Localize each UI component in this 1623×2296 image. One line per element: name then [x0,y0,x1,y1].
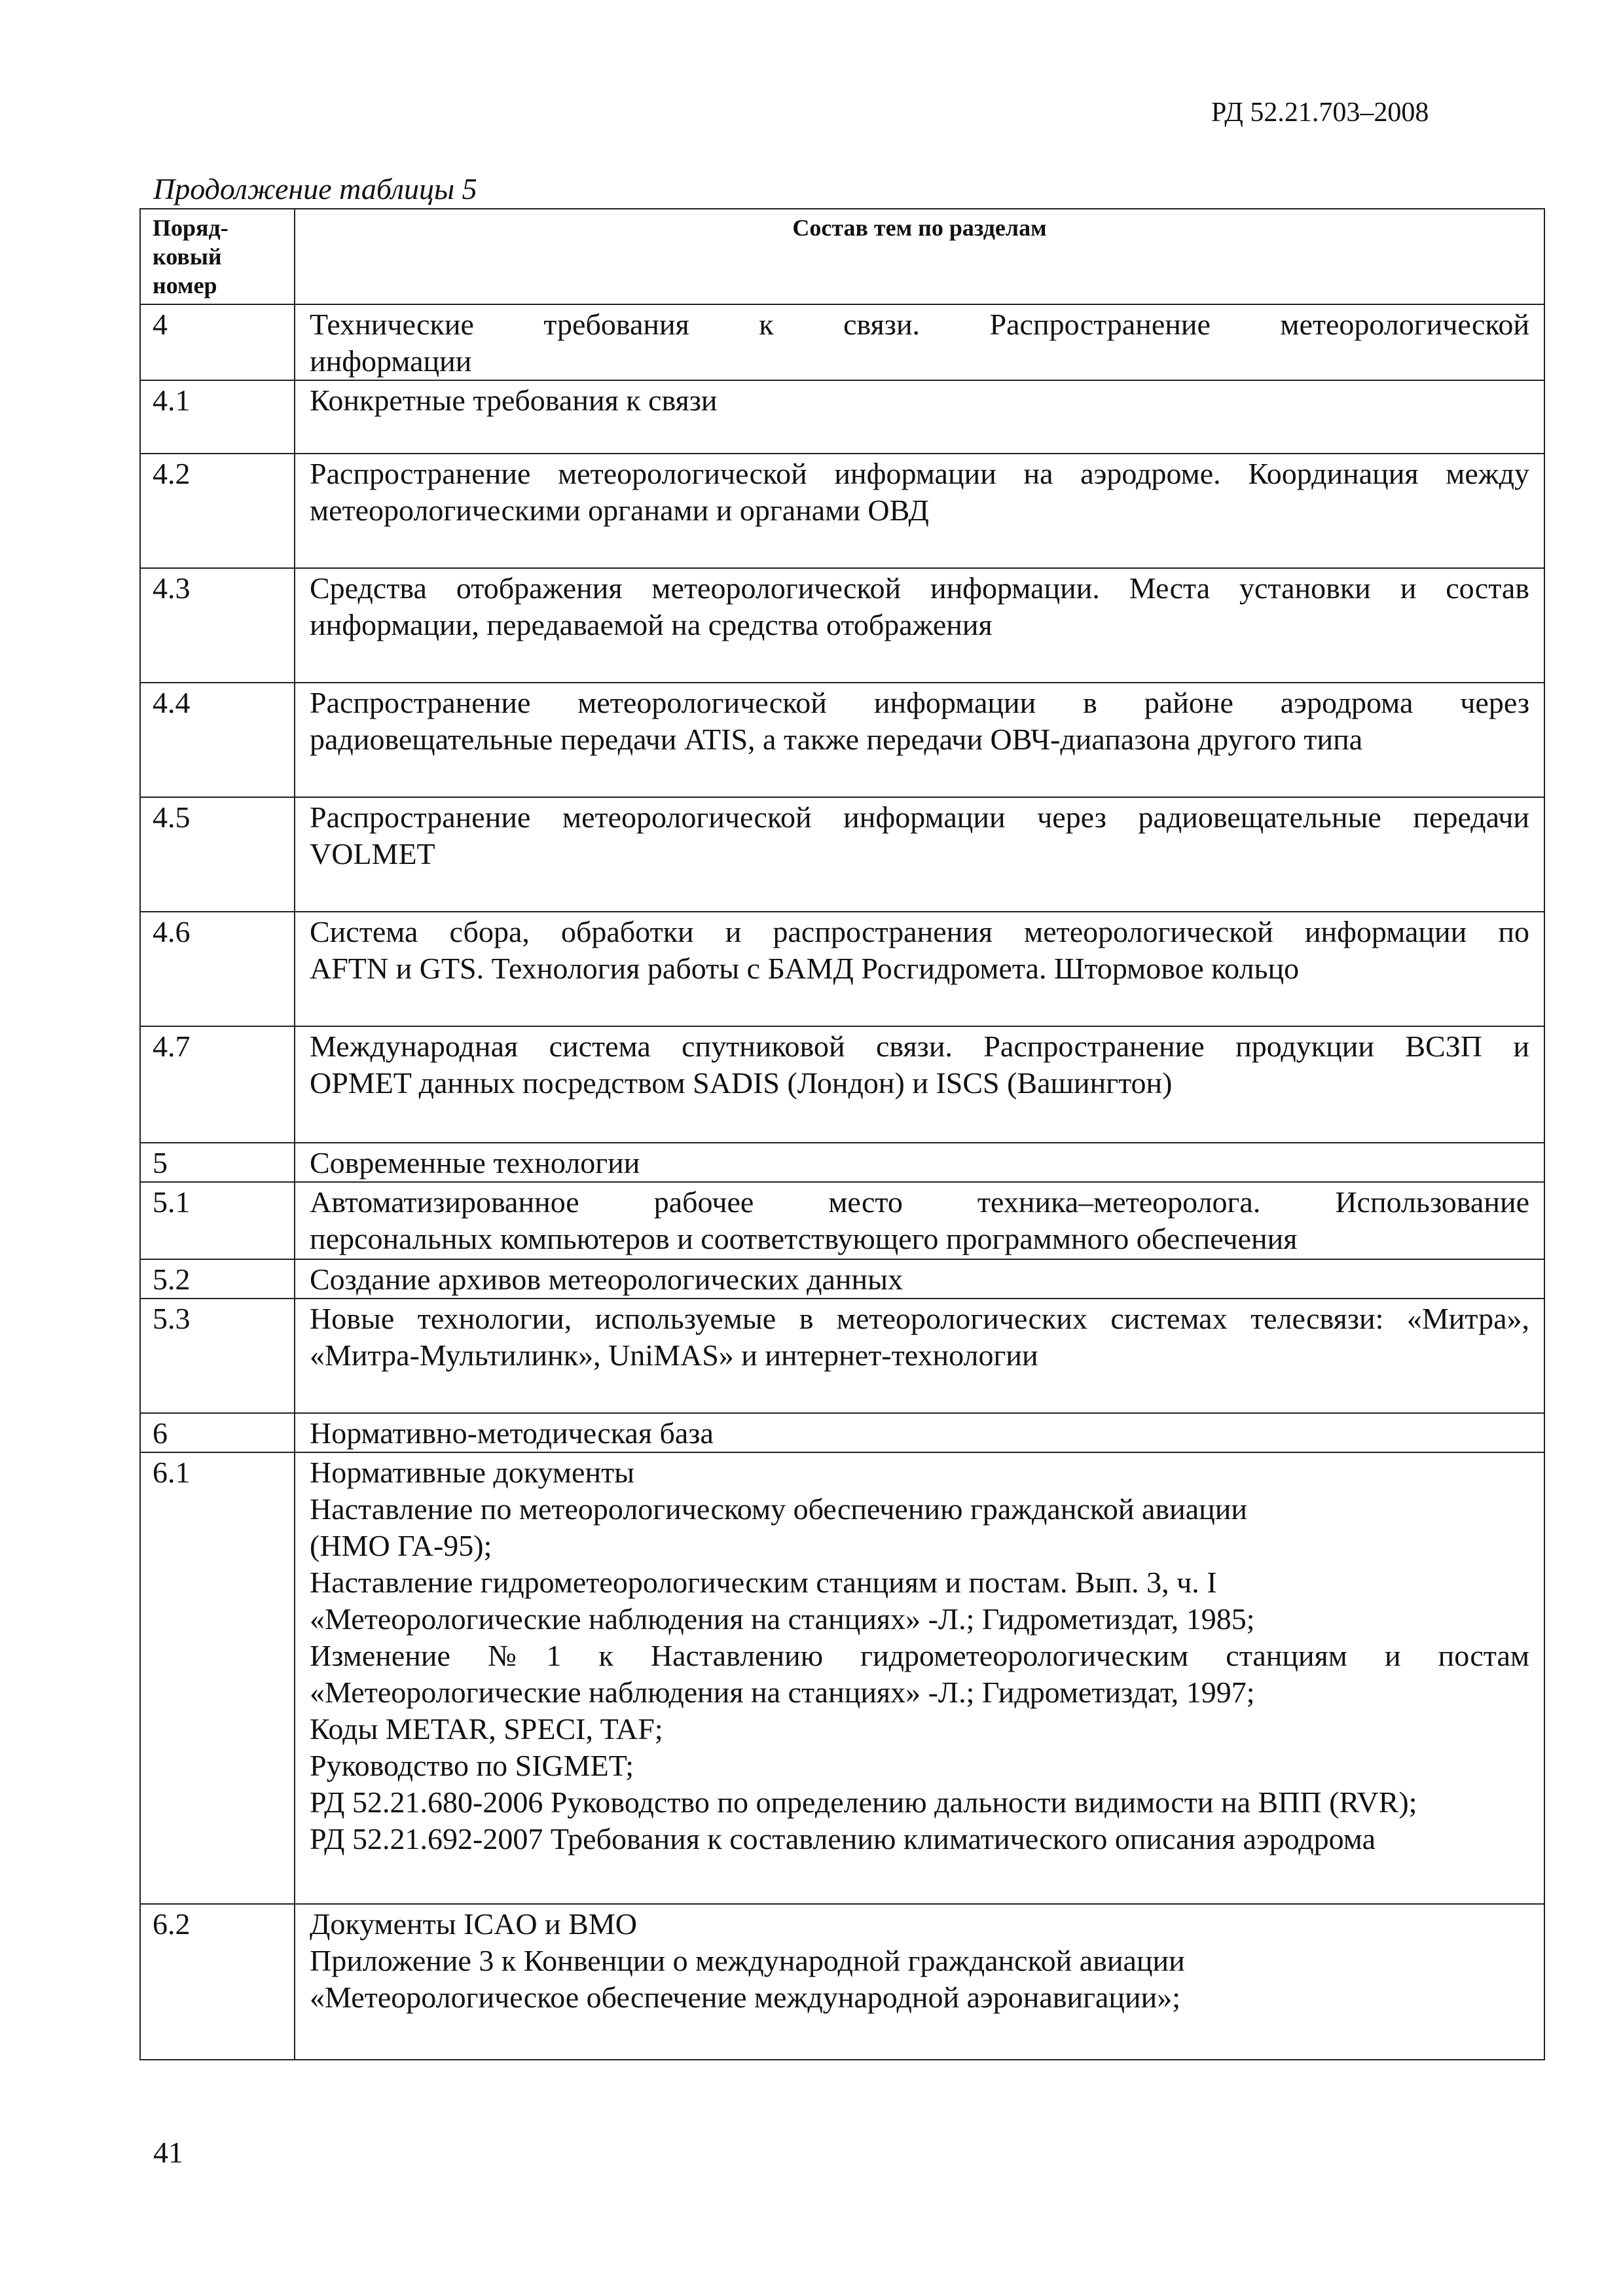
topic-line: персональных компьютеров и соответствующего программного обеспечения [310,1222,1298,1255]
topic-line: OPMET данных посредством SADIS (Лондон) и ISCS (Вашингтон) [310,1066,1173,1100]
row-number: 5 [140,1143,295,1182]
column-header-topics: Состав тем по разделам [295,209,1544,304]
document-code: РД 52.21.703–2008 [1211,98,1429,128]
header-number-line: ковый [153,243,222,270]
table-row [140,1143,1544,1182]
table-row [140,380,1544,454]
row-topic [295,912,1544,1026]
row-topic [295,1143,1544,1182]
row-topic [295,380,1544,454]
table-row [140,1299,1544,1413]
topic-line: Международная система спутниковой связи. Распространение продукции ВСЗП и [310,1030,1529,1063]
topic-line: информации, передаваемой на средства отображения [310,608,993,641]
column-header-number [140,209,295,304]
topic-line: Изменение №1 к Наставлению гидрометеорологическим станциям и постам [310,1639,1529,1672]
row-number: 4.2 [140,454,295,568]
topic-line: (НМО ГА-95); [310,1529,492,1562]
topic-line: РД 52.21.692-2007 Требования к составлению климатического описания аэродрома [310,1822,1376,1856]
row-topic [295,1026,1544,1143]
row-topic [295,1182,1544,1259]
table-caption: Продолжение таблицы 5 [153,172,477,206]
row-topic [295,304,1544,380]
table-row [140,797,1544,912]
row-number: 4.1 [140,380,295,454]
table-row [140,1182,1544,1259]
topic-line: радиовещательные передачи ATIS, а также передачи ОВЧ-диапазона другого типа [310,723,1363,756]
row-topic [295,1413,1544,1452]
topic-line: Конкретные требования к связи [310,384,718,417]
topic-line: Наставление гидрометеорологическим станциям и постам. Вып. 3, ч. I [310,1566,1217,1599]
topic-line: Документы ICAO и ВМО [310,1907,637,1941]
topic-line: Распространение метеорологической информации через радиовещательные передачи [310,800,1529,834]
topic-line: Создание архивов метеорологических данных [310,1263,903,1296]
topic-line: «Метеорологические наблюдения на станциях» -Л.; Гидрометиздат, 1997; [310,1676,1255,1709]
table-row [140,454,1544,568]
table-row [140,1413,1544,1452]
table-row [140,683,1544,797]
topic-line: Система сбора, обработки и распространения метеорологической информации по [310,915,1529,948]
row-number: 5.2 [140,1259,295,1299]
topic-line: Приложение 3 к Конвенции о международной гражданской авиации [310,1944,1185,1977]
topic-line: РД 52.21.680-2006 Руководство по определению дальности видимости на ВПП (RVR); [310,1785,1417,1819]
row-topic [295,1299,1544,1413]
row-number: 4.7 [140,1026,295,1143]
topic-line: Нормативно-методическая база [310,1416,714,1450]
table-row [140,1259,1544,1299]
topic-line: «Метеорологические наблюдения на станциях» -Л.; Гидрометиздат, 1985; [310,1602,1255,1636]
topic-line: Средства отображения метеорологической информации. Места установки и состав [310,571,1529,605]
header-number-line: номер [153,272,217,298]
topic-line: Наставление по метеорологическому обеспечению гражданской авиации [310,1492,1248,1526]
row-topic [295,1904,1544,2060]
topic-line: информации [310,344,472,378]
table-row [140,304,1544,380]
row-topic [295,1452,1544,1904]
row-number: 4.4 [140,683,295,797]
header-number-line: Поряд- [153,215,228,241]
topic-line: VOLMET [310,837,435,870]
row-topic [295,454,1544,568]
table-row [140,568,1544,683]
row-number: 4 [140,304,295,380]
table-row [140,1452,1544,1904]
topic-line: «Митра-Мультилинк», UniMAS» и интернет-технологии [310,1338,1038,1372]
topic-line: Руководство по SIGMET; [310,1749,634,1782]
topic-line: AFTN и GTS. Технология работы с БАМД Росгидромета. Штормовое кольцо [310,952,1300,985]
table-header-row [140,209,1544,304]
table-row [140,912,1544,1026]
row-topic [295,797,1544,912]
row-number: 6 [140,1413,295,1452]
topic-line: Коды METAR, SPECI, TAF; [310,1712,663,1746]
row-number: 5.3 [140,1299,295,1413]
topic-line: Распространение метеорологической информации на аэродроме. Координация между [310,457,1529,490]
table-row [140,1904,1544,2060]
topic-line: Распространение метеорологической информации в районе аэродрома через [310,686,1529,719]
topic-line: Технические требования к связи. Распространение метеорологической [310,308,1529,341]
topic-line: «Метеорологическое обеспечение международной аэронавигации»; [310,1981,1181,2014]
row-number: 6.2 [140,1904,295,2060]
row-number: 4.3 [140,568,295,683]
row-number: 4.5 [140,797,295,912]
topic-line: Современные технологии [310,1146,640,1179]
row-topic [295,1259,1544,1299]
topic-line: метеорологическими органами и органами ОВД [310,493,929,527]
table-row [140,1026,1544,1143]
topic-line: Автоматизированное рабочее место техника–метеоролога. Использование [310,1185,1529,1219]
topic-line: Новые технологии, используемые в метеорологических системах телесвязи: «Митра», [310,1302,1529,1335]
row-number: 4.6 [140,912,295,1026]
topics-table [139,208,1545,2060]
row-number: 6.1 [140,1452,295,1904]
page-number: 41 [153,2136,183,2169]
row-topic [295,568,1544,683]
row-number: 5.1 [140,1182,295,1259]
topic-line: Нормативные документы [310,1456,635,1489]
row-topic [295,683,1544,797]
